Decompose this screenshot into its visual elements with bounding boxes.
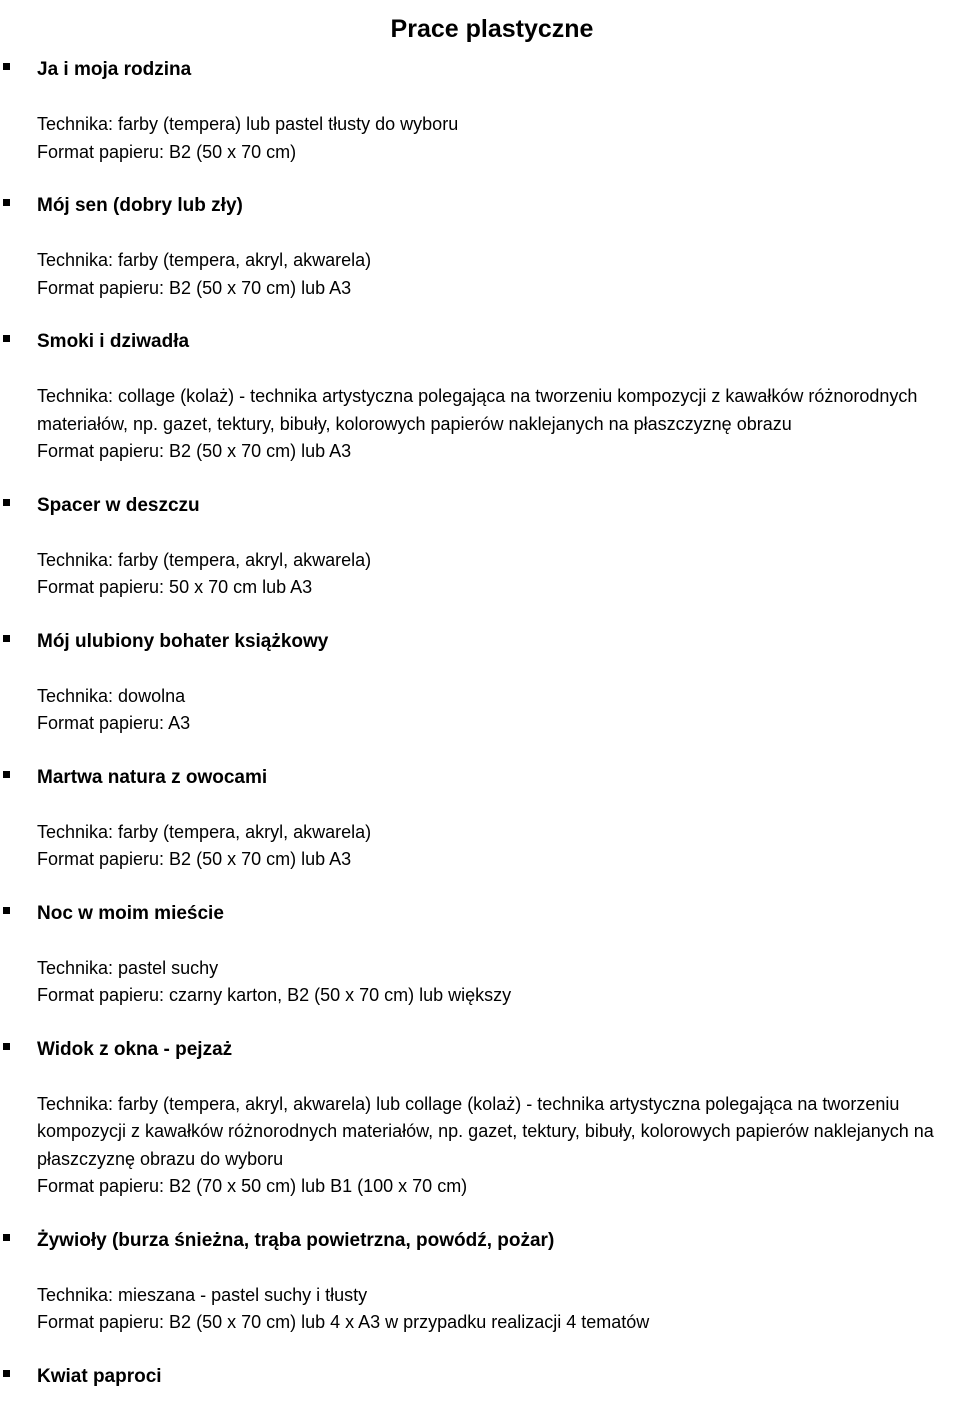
item-description <box>37 819 959 874</box>
format-line: Format papieru: B2 (50 x 70 cm) lub A3 <box>37 277 352 298</box>
item-description <box>37 247 959 302</box>
square-bullet-icon <box>3 1234 10 1241</box>
item-description <box>37 955 959 1010</box>
item-description <box>37 683 959 738</box>
item-description <box>37 1091 959 1201</box>
list-item <box>0 328 960 466</box>
item-heading: Kwiat paproci <box>37 1365 162 1387</box>
technique-line: Technika: farby (tempera, akryl, akwarela) <box>37 821 372 842</box>
item-description <box>37 111 959 166</box>
list-item <box>0 492 960 602</box>
format-line: Format papieru: A3 <box>37 713 191 733</box>
art-topics-list <box>0 56 960 1390</box>
square-bullet-icon <box>3 499 10 506</box>
list-item <box>0 1036 960 1201</box>
square-bullet-icon <box>3 771 10 778</box>
item-heading: Żywioły (burza śnieżna, trąba powietrzna, powódź, pożar) <box>37 1229 555 1251</box>
list-item <box>0 192 960 302</box>
item-description <box>37 547 959 602</box>
item-heading: Smoki i dziwadła <box>37 331 190 352</box>
item-description <box>37 383 959 466</box>
item-heading: Martwa natura z owocami <box>37 766 268 788</box>
square-bullet-icon <box>3 63 10 70</box>
technique-line: Technika: pastel suchy <box>37 957 219 978</box>
list-item <box>0 764 960 874</box>
list-item <box>0 56 960 166</box>
square-bullet-icon <box>3 1043 10 1050</box>
square-bullet-icon <box>3 1370 10 1377</box>
item-heading: Ja i moja rodzina <box>37 59 192 80</box>
list-item <box>0 900 960 1010</box>
technique-line: Technika: farby (tempera, akryl, akwarela) lub collage (kolaż) - technika artystyczna polegająca na tworzeniu kompozycji z kawałków różnorodnych materiałów, np. gazet, tektury, bibuły, kolorowych papierów naklejanych na płaszczyznę obrazu do wyboru <box>37 1093 934 1169</box>
technique-line: Technika: collage (kolaż) - technika artystyczna polegająca na tworzeniu kompozycji z kawałków różnorodnych materiałów, np. gazet, tektury, bibuły, kolorowych papierów naklejanych na płaszczyznę obrazu <box>37 386 918 434</box>
square-bullet-icon <box>3 907 10 914</box>
format-line: Format papieru: B2 (50 x 70 cm) <box>37 141 297 162</box>
item-description <box>37 1282 959 1337</box>
technique-line: Technika: farby (tempera) lub pastel tłusty do wyboru <box>37 114 459 134</box>
format-line: Format papieru: czarny karton, B2 (50 x 70 cm) lub większy <box>37 985 512 1005</box>
square-bullet-icon <box>3 199 10 206</box>
list-item <box>0 628 960 738</box>
technique-line: Technika: farby (tempera, akryl, akwarela) <box>37 250 372 270</box>
format-line: Format papieru: B2 (50 x 70 cm) lub A3 <box>37 849 352 869</box>
list-item <box>0 1227 960 1337</box>
square-bullet-icon <box>3 335 10 342</box>
item-heading: Widok z okna - pejzaż <box>37 1038 233 1060</box>
format-line: Format papieru: B2 (50 x 70 cm) lub A3 <box>37 441 352 461</box>
page-title: Prace plastyczne <box>390 14 594 43</box>
format-line: Format papieru: 50 x 70 cm lub A3 <box>37 577 313 597</box>
format-line: Format papieru: B2 (70 x 50 cm) lub B1 (100 x 70 cm) <box>37 1176 468 1196</box>
square-bullet-icon <box>3 635 10 642</box>
item-heading: Spacer w deszczu <box>37 494 200 516</box>
technique-line: Technika: dowolna <box>37 685 186 706</box>
format-line: Format papieru: B2 (50 x 70 cm) lub 4 x A3 w przypadku realizacji 4 tematów <box>37 1312 650 1332</box>
list-item <box>0 1363 960 1390</box>
technique-line: Technika: farby (tempera, akryl, akwarela) <box>37 549 372 570</box>
item-heading: Mój ulubiony bohater książkowy <box>37 630 329 652</box>
technique-line: Technika: mieszana - pastel suchy i tłusty <box>37 1284 368 1305</box>
item-heading: Noc w moim mieście <box>37 902 224 924</box>
item-heading: Mój sen (dobry lub zły) <box>37 195 243 216</box>
